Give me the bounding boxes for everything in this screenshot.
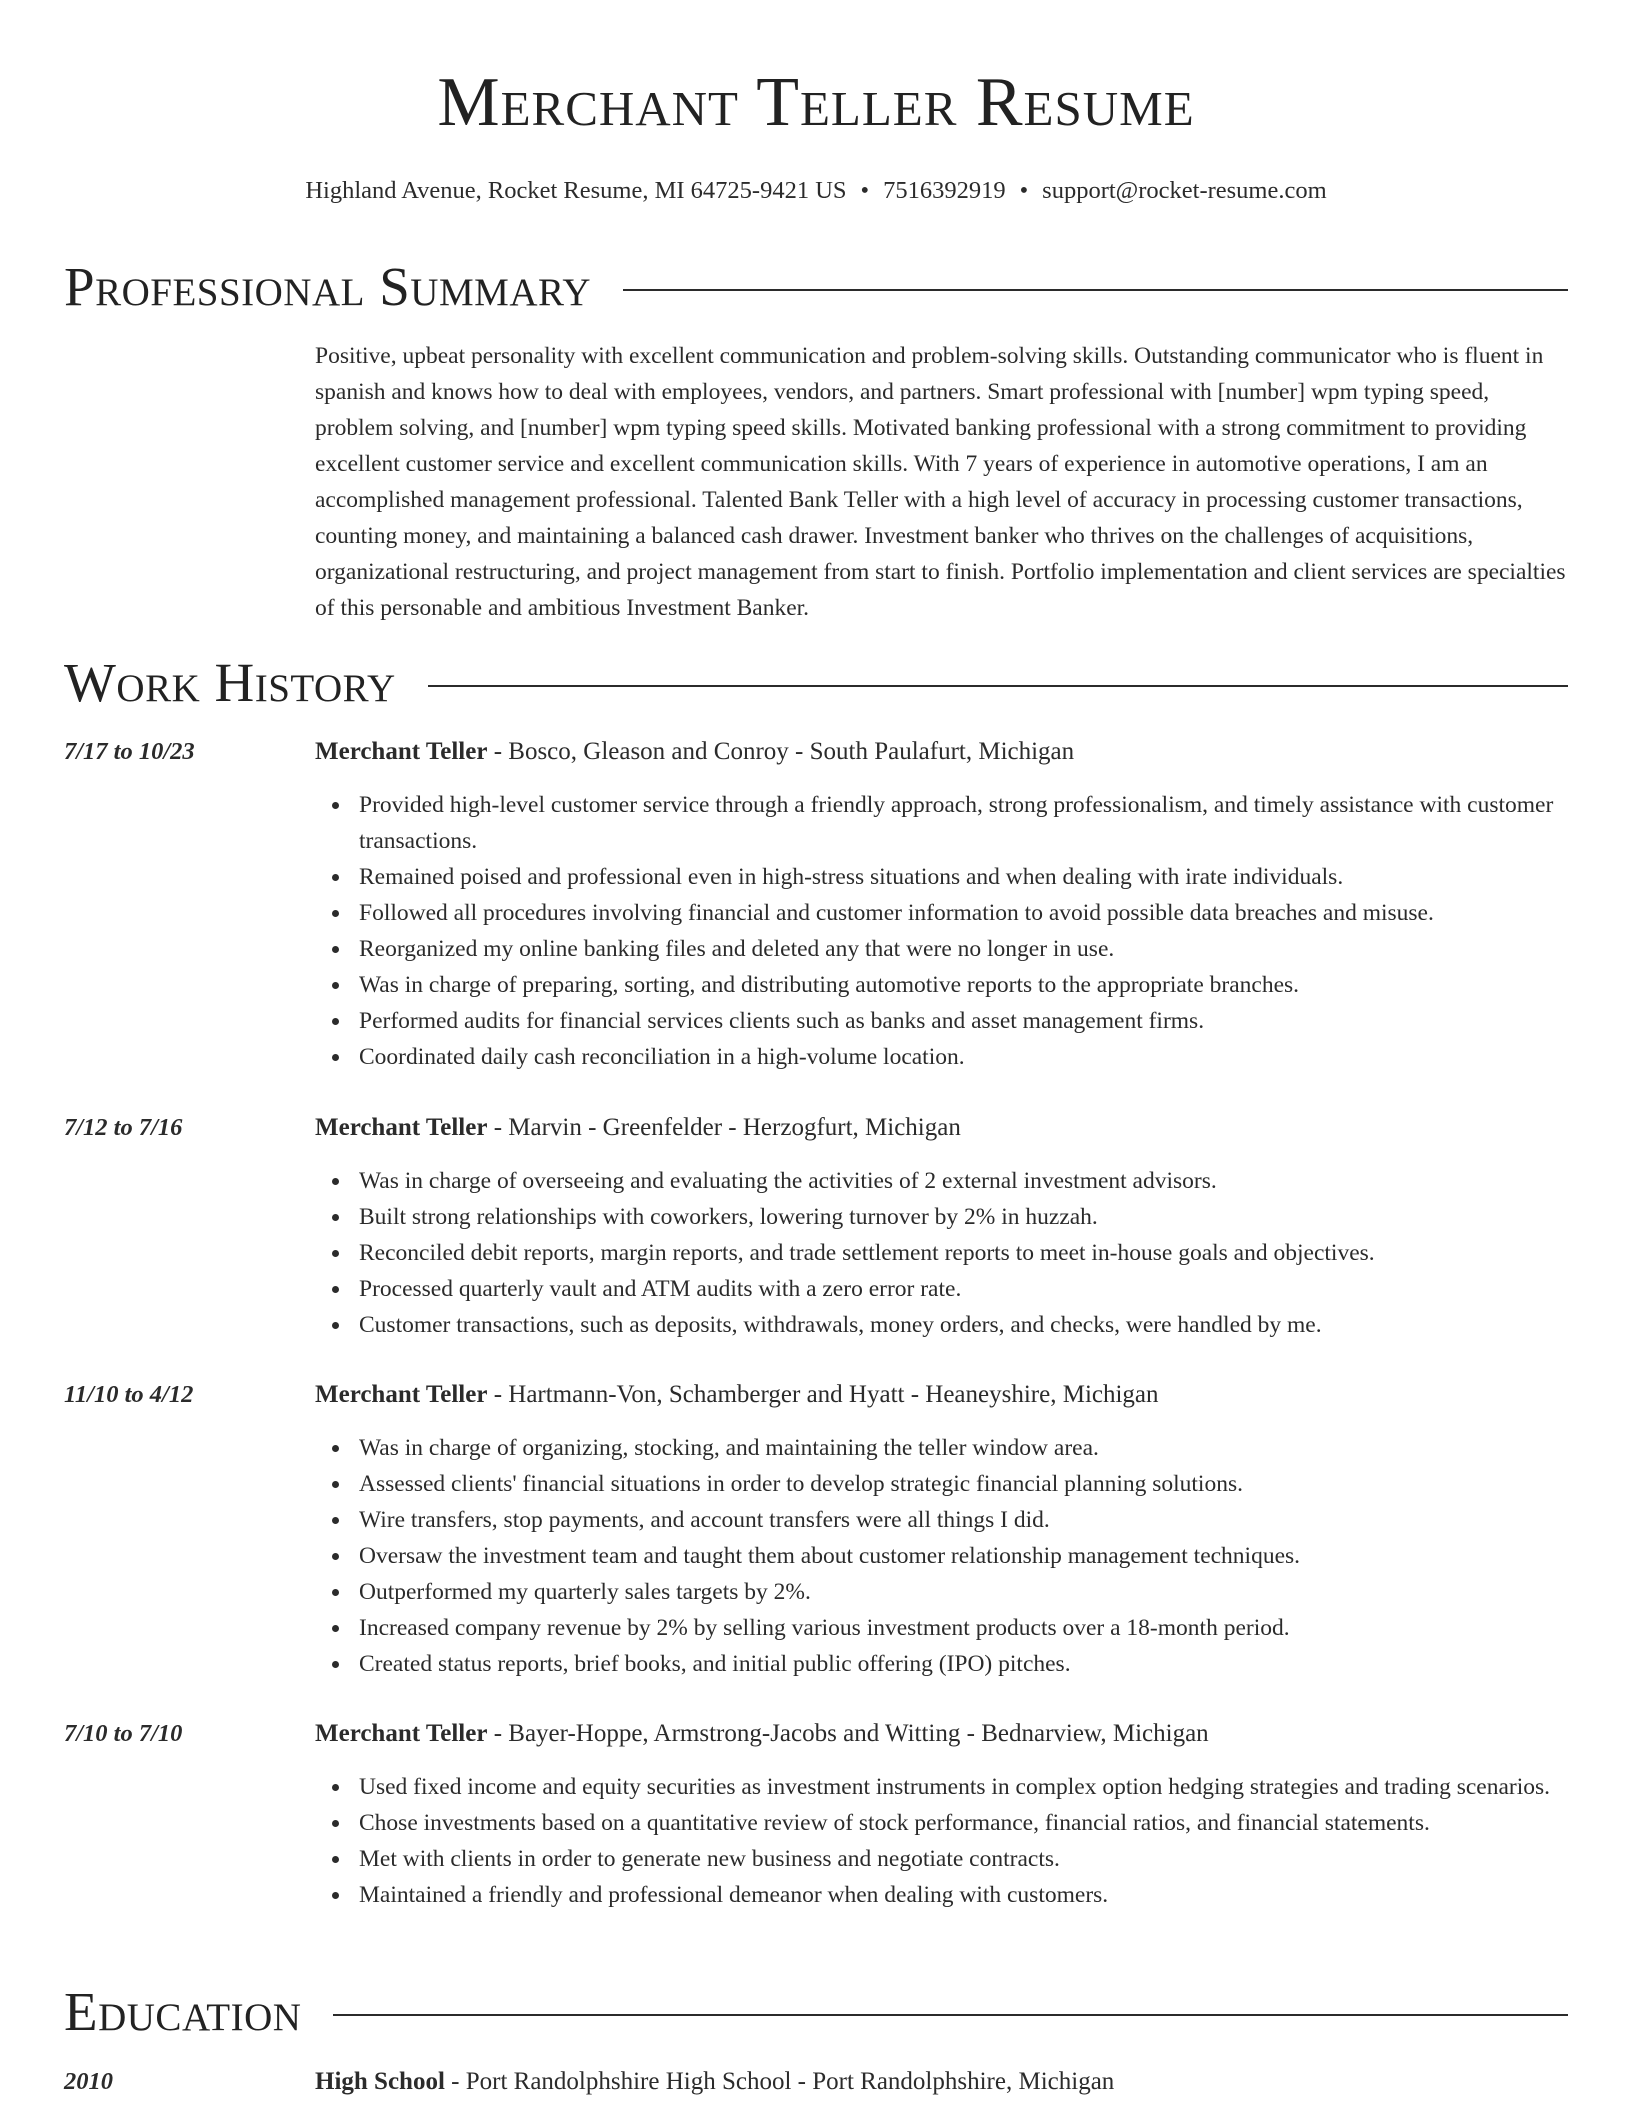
responsibility-item: Built strong relationships with coworkers, lowering turnover by 2% in huzzah. bbox=[359, 1199, 1612, 1235]
resume-page bbox=[64, 0, 1568, 2095]
education-date: 2010 bbox=[64, 2068, 113, 2095]
section-divider bbox=[333, 2014, 1568, 2016]
contact-address: Highland Avenue, Rocket Resume, MI 64725-9421 US bbox=[305, 177, 847, 204]
responsibility-item: Was in charge of overseeing and evaluating the activities of 2 external investment advisors. bbox=[359, 1163, 1612, 1199]
section-title: Education bbox=[64, 1981, 302, 2042]
work-date: 7/17 to 10/23 bbox=[64, 738, 195, 765]
contact-email: support@rocket-resume.com bbox=[1042, 177, 1327, 204]
responsibility-item: Customer transactions, such as deposits, withdrawals, money orders, and checks, were handled by me. bbox=[359, 1307, 1612, 1343]
education-heading bbox=[315, 2065, 1114, 2099]
responsibility-item: Followed all procedures involving financial and customer information to avoid possible data breaches and misuse. bbox=[359, 895, 1612, 931]
responsibility-item: Oversaw the investment team and taught them about customer relationship management techniques. bbox=[359, 1538, 1612, 1574]
responsibility-item: Reconciled debit reports, margin reports, and trade settlement reports to meet in-house goals and objectives. bbox=[359, 1235, 1612, 1271]
work-heading bbox=[315, 735, 1074, 769]
work-date: 7/10 to 7/10 bbox=[64, 1720, 183, 1747]
resume-title: Merchant Teller Resume bbox=[437, 64, 1195, 141]
job-role: Merchant Teller bbox=[315, 1114, 488, 1141]
summary-text: Positive, upbeat personality with excellent communication and problem-solving skills. Outstanding communicator who is fluent in spanish and knows how to deal with employees, vendors, and partners. Smart professional with [number] wpm typing speed, problem solving, and [number] wpm typing speed skills. Motivated banking professional with a strong commitment to providing excellent customer service and excellent communication skills. With 7 years of experience in automotive operations, I am an accomplished management professional. Talented Bank Teller with a high level of accuracy in processing customer transactions, counting money, and maintaining a balanced cash drawer. Investment banker who thrives on the challenges of acquisitions, organizational restructuring, and project management from start to finish. Portfolio implementation and client services are specialties of this personable and ambitious Investment Banker. bbox=[315, 343, 1566, 621]
degree: High School bbox=[315, 2068, 445, 2095]
responsibility-item: Used fixed income and equity securities as investment instruments in complex option hedging strategies and trading scenarios. bbox=[359, 1769, 1612, 1805]
responsibility-item: Reorganized my online banking files and deleted any that were no longer in use. bbox=[359, 931, 1612, 967]
responsibilities-list bbox=[315, 1769, 1612, 1913]
responsibility-item: Created status reports, brief books, and initial public offering (IPO) pitches. bbox=[359, 1646, 1612, 1682]
school-details: - Port Randolphshire High School - Port Randolphshire, Michigan bbox=[444, 2068, 1115, 2095]
work-heading bbox=[315, 1717, 1209, 1751]
employer-details: - Marvin - Greenfelder - Herzogfurt, Michigan bbox=[487, 1114, 961, 1141]
work-heading bbox=[315, 1378, 1159, 1412]
work-date: 7/12 to 7/16 bbox=[64, 1114, 183, 1141]
responsibilities-list bbox=[315, 1430, 1612, 1682]
work-heading bbox=[315, 1111, 961, 1145]
responsibilities-list bbox=[315, 787, 1612, 1075]
responsibility-item: Assessed clients' financial situations in order to develop strategic financial planning solutions. bbox=[359, 1466, 1612, 1502]
employer-details: - Hartmann-Von, Schamberger and Hyatt - Heaneyshire, Michigan bbox=[487, 1381, 1159, 1408]
job-role: Merchant Teller bbox=[315, 738, 488, 765]
responsibility-item: Wire transfers, stop payments, and account transfers were all things I did. bbox=[359, 1502, 1612, 1538]
responsibility-item: Was in charge of preparing, sorting, and distributing automotive reports to the appropriate branches. bbox=[359, 967, 1612, 1003]
responsibility-item: Provided high-level customer service through a friendly approach, strong professionalism, and timely assistance with customer transactions. bbox=[359, 787, 1612, 859]
job-role: Merchant Teller bbox=[315, 1720, 488, 1747]
responsibility-item: Increased company revenue by 2% by selling various investment products over a 18-month period. bbox=[359, 1610, 1612, 1646]
section-divider bbox=[623, 289, 1568, 291]
responsibility-item: Processed quarterly vault and ATM audits with a zero error rate. bbox=[359, 1271, 1612, 1307]
section-work-history bbox=[64, 651, 1568, 715]
section-professional-summary bbox=[64, 255, 1568, 319]
contact-phone: 7516392919 bbox=[883, 177, 1006, 204]
contact-line bbox=[64, 174, 1568, 208]
responsibility-item: Was in charge of organizing, stocking, and maintaining the teller window area. bbox=[359, 1430, 1612, 1466]
section-title: Professional Summary bbox=[64, 256, 592, 317]
responsibility-item: Performed audits for financial services clients such as banks and asset management firms. bbox=[359, 1003, 1612, 1039]
responsibility-item: Coordinated daily cash reconciliation in a high-volume location. bbox=[359, 1039, 1612, 1075]
contact-separator: • bbox=[860, 177, 870, 204]
section-education bbox=[64, 1980, 1568, 2044]
section-title: Work History bbox=[64, 652, 396, 713]
responsibility-item: Remained poised and professional even in high-stress situations and when dealing with irate individuals. bbox=[359, 859, 1612, 895]
responsibilities-list bbox=[315, 1163, 1612, 1343]
responsibility-item: Maintained a friendly and professional demeanor when dealing with customers. bbox=[359, 1877, 1612, 1913]
responsibility-item: Outperformed my quarterly sales targets by 2%. bbox=[359, 1574, 1612, 1610]
responsibility-item: Chose investments based on a quantitative review of stock performance, financial ratios, and financial statements. bbox=[359, 1805, 1612, 1841]
section-divider bbox=[428, 685, 1568, 687]
responsibility-item: Met with clients in order to generate new business and negotiate contracts. bbox=[359, 1841, 1612, 1877]
contact-separator: • bbox=[1019, 177, 1029, 204]
work-date: 11/10 to 4/12 bbox=[64, 1381, 194, 1408]
job-role: Merchant Teller bbox=[315, 1381, 488, 1408]
employer-details: - Bayer-Hoppe, Armstrong-Jacobs and Witting - Bednarview, Michigan bbox=[487, 1720, 1209, 1747]
employer-details: - Bosco, Gleason and Conroy - South Paulafurt, Michigan bbox=[487, 738, 1075, 765]
